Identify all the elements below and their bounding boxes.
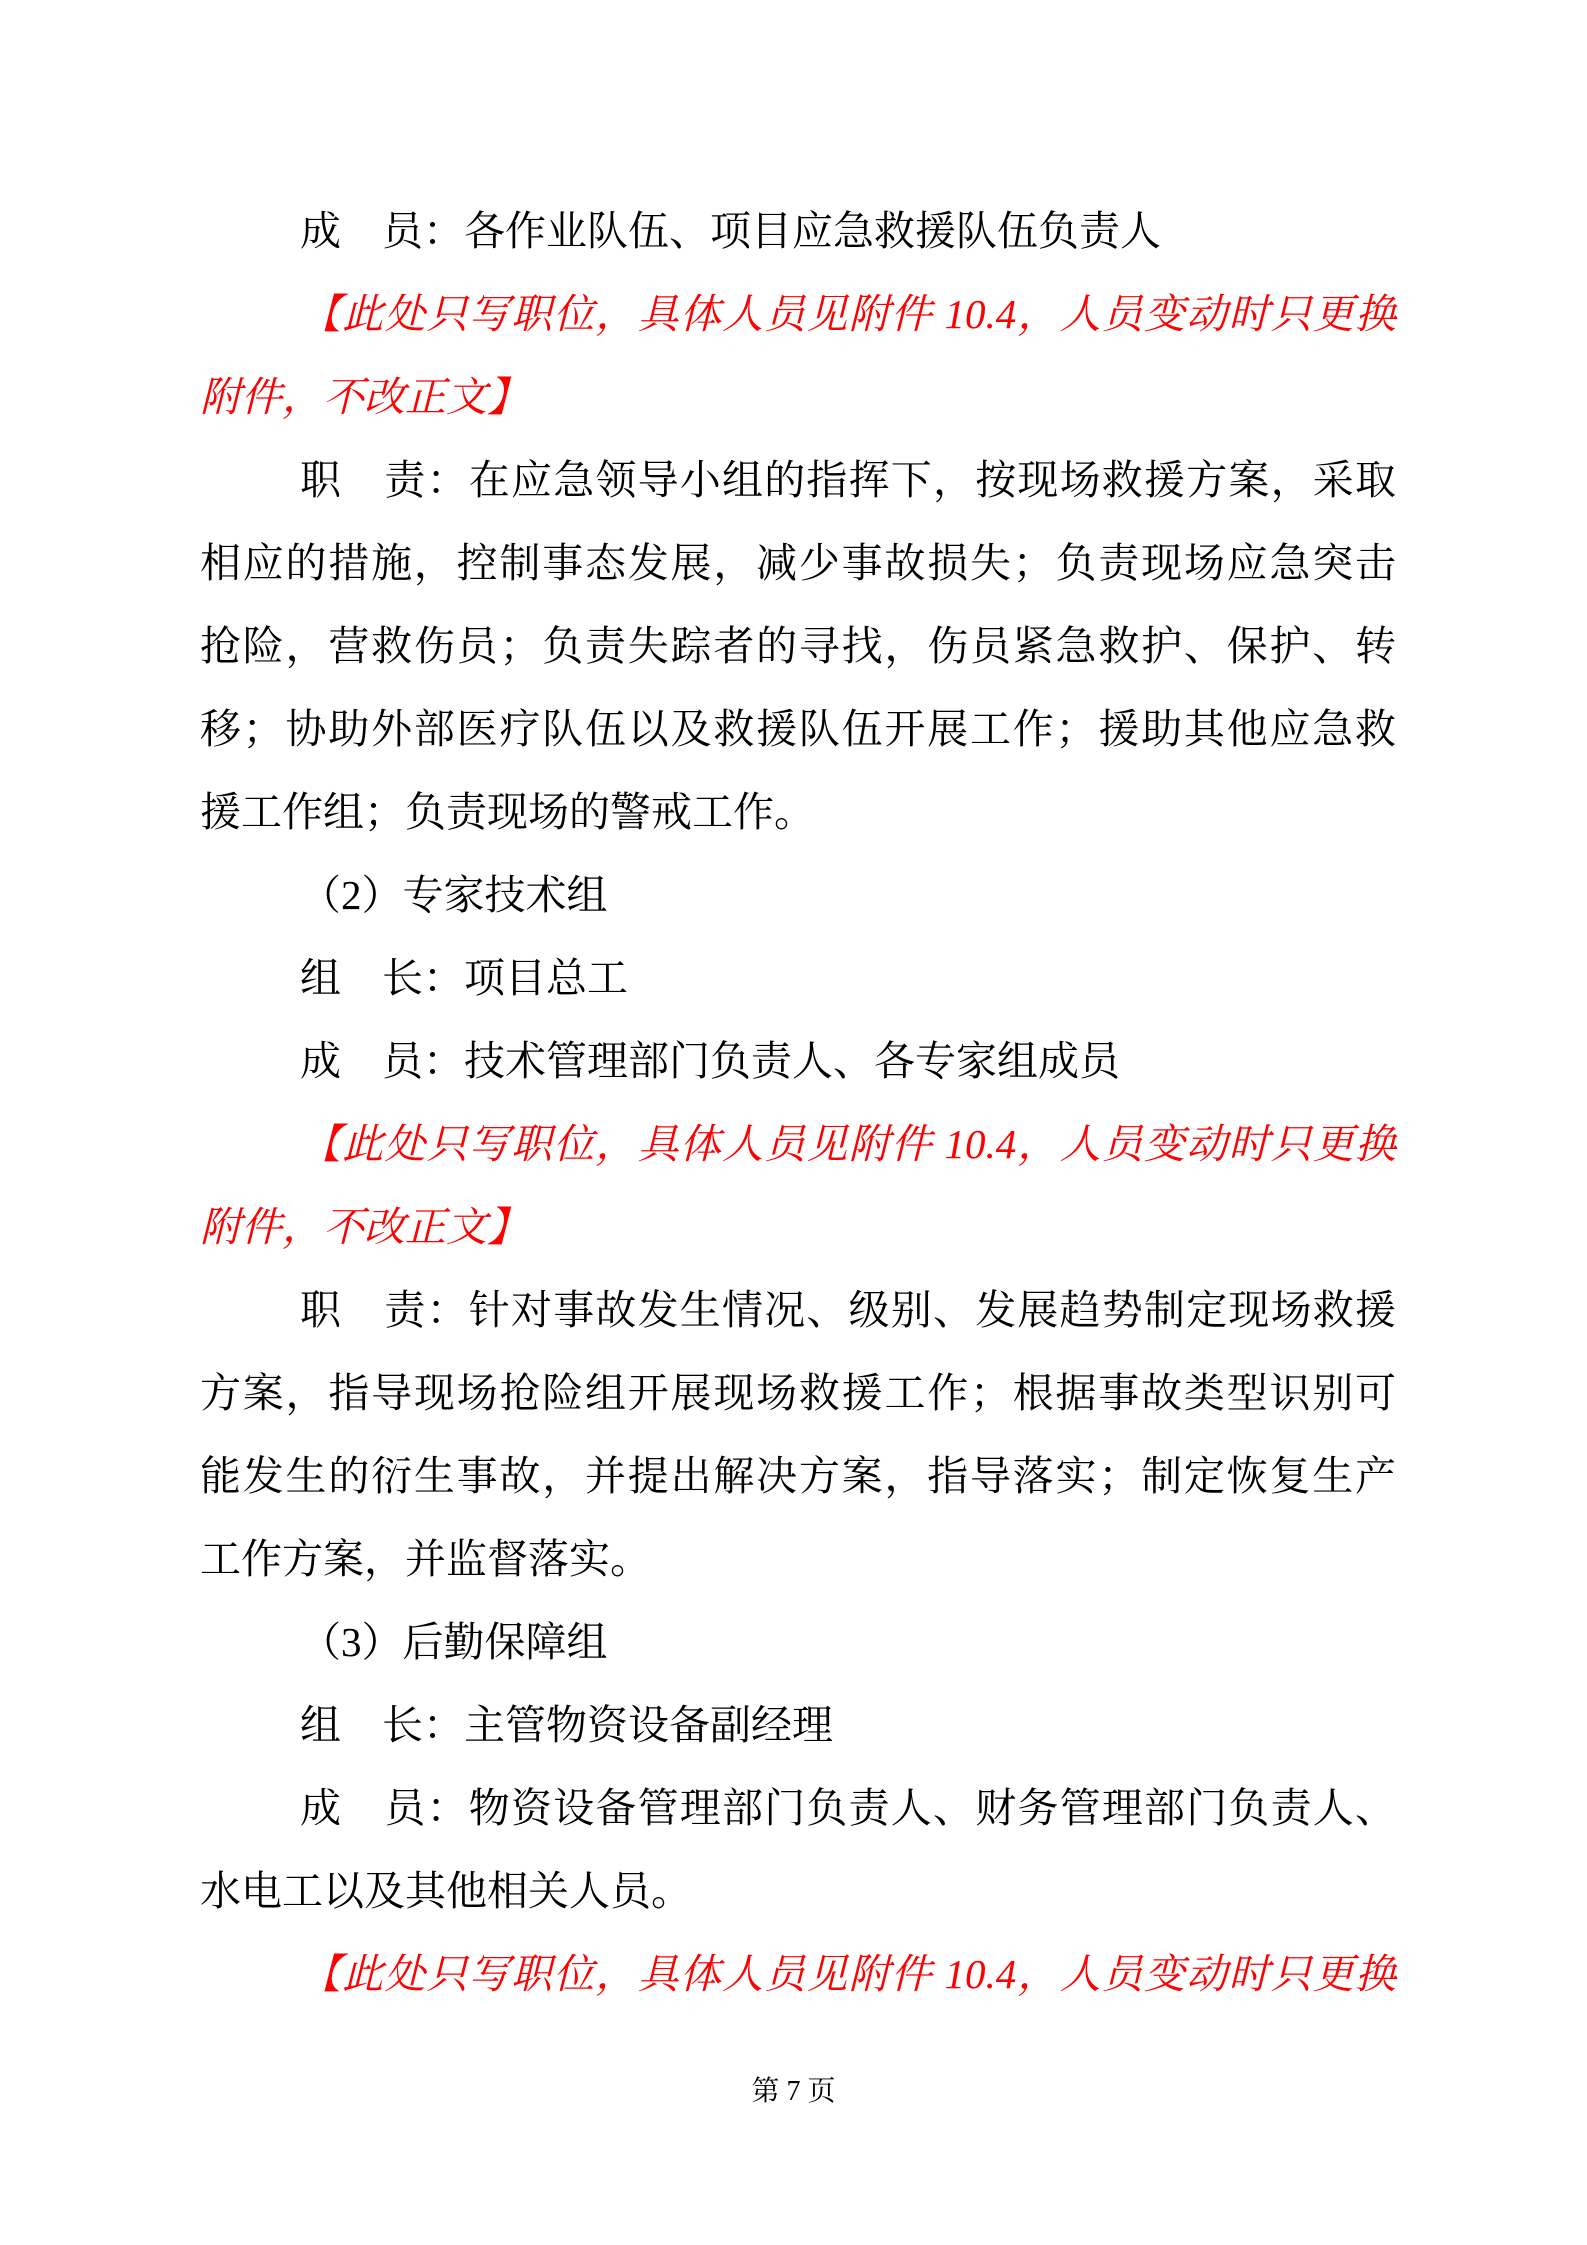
body-line-duty-1-a: 职 责：在应急领导小组的指挥下，按现场救援方案，采取 (300, 457, 1396, 503)
page-footer (0, 2072, 1587, 2112)
body-line-members-3-b: 水电工以及其他相关人员。 (200, 1868, 692, 1914)
body-line-members-2: 成 员：技术管理部门负责人、各专家组成员 (300, 1038, 1120, 1084)
body-line-duty-1-c: 抢险，营救伤员；负责失踪者的寻找，伤员紧急救护、保护、转 (200, 623, 1396, 669)
document-body (200, 190, 1396, 2016)
body-line-duty-1-e: 援工作组；负责现场的警戒工作。 (200, 789, 815, 835)
body-line-leader-3: 组 长：主管物资设备副经理 (300, 1702, 833, 1748)
body-line-duty-2-c: 能发生的衍生事故，并提出解决方案，指导落实；制定恢复生产 (200, 1453, 1396, 1499)
body-line-leader-2: 组 长：项目总工 (300, 955, 628, 1001)
body-line-members-3-a: 成 员：物资设备管理部门负责人、财务管理部门负责人、 (300, 1785, 1396, 1831)
body-line-note-2-b: 附件，不改正文】 (200, 1204, 528, 1250)
body-line-note-1-a: 【此处只写职位，具体人员见附件 10.4，人员变动时只更换 (300, 291, 1396, 337)
body-line-heading-group-3: （3）后勤保障组 (300, 1619, 608, 1665)
body-line-note-1-b: 附件，不改正文】 (200, 374, 528, 420)
body-line-note-2-a: 【此处只写职位，具体人员见附件 10.4，人员变动时只更换 (300, 1121, 1396, 1167)
page-number: 第 7 页 (751, 2076, 836, 2107)
body-line-duty-1-b: 相应的措施，控制事态发展，减少事故损失；负责现场应急突击 (200, 540, 1396, 586)
body-line-heading-group-2: （2）专家技术组 (300, 872, 608, 918)
body-line-duty-2-d: 工作方案，并监督落实。 (200, 1536, 651, 1582)
body-line-duty-1-d: 移；协助外部医疗队伍以及救援队伍开展工作；援助其他应急救 (200, 706, 1396, 752)
body-line-duty-2-b: 方案，指导现场抢险组开展现场救援工作；根据事故类型识别可 (200, 1370, 1396, 1416)
body-line-duty-2-a: 职 责：针对事故发生情况、级别、发展趋势制定现场救援 (300, 1287, 1396, 1333)
body-line-note-3-a: 【此处只写职位，具体人员见附件 10.4，人员变动时只更换 (300, 1951, 1396, 1997)
body-line-members-1: 成 员：各作业队伍、项目应急救援队伍负责人 (300, 208, 1161, 254)
